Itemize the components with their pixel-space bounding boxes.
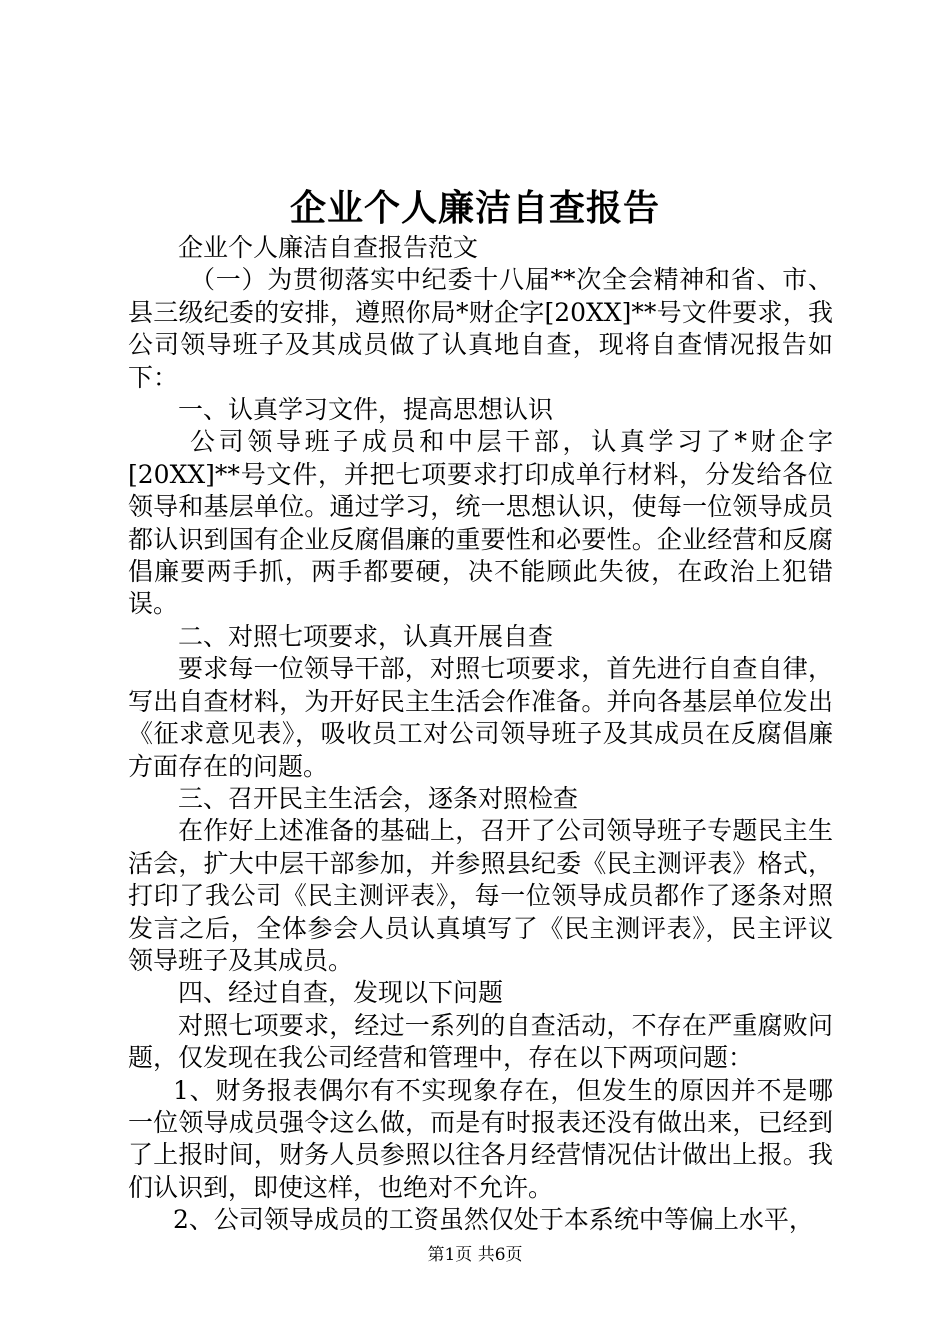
intro-paragraph: （一）为贯彻落实中纪委十八届**次全会精神和省、市、县三级纪委的安排，遵照你局*财企字[20XX]**号文件要求，我公司领导班子及其成员做了认真地自查，现将自查情况报告如下： (128, 265, 833, 392)
section-paragraph-1: 公司领导班子成员和中层干部，认真学习了*财企字[20XX]**号文件，并把七项要求打印成单行材料，分发给各位领导和基层单位。通过学习，统一思想认识，使每一位领导成员都认识到国有企业反腐倡廉的重要性和必要性。企业经营和反腐倡廉要两手抓，两手都要硬，决不能顾此失彼，在政治上犯错误。 (128, 427, 833, 619)
section-heading-4: 四、经过自查，发现以下问题 (178, 978, 504, 1008)
subtitle-paragraph: 企业个人廉洁自查报告范文 (178, 233, 479, 262)
section-heading-2: 二、对照七项要求，认真开展自查 (178, 621, 554, 651)
issue-item-2: 2、公司领导成员的工资虽然仅处于本系统中等偏上水平， (173, 1205, 814, 1235)
section-heading-1: 一、认真学习文件，提高思想认识 (178, 395, 554, 425)
section-heading-3: 三、召开民主生活会，逐条对照检查 (178, 783, 579, 813)
section-paragraph-2: 要求每一位领导干部，对照七项要求，首先进行自查自律，写出自查材料，为开好民主生活会作准备。并向各基层单位发出《征求意见表》，吸收员工对公司领导班子及其成员在反腐倡廉方面存在的问题。 (128, 654, 833, 781)
document-title: 企业个人廉洁自查报告 (289, 187, 660, 229)
document-body (128, 232, 833, 1237)
issue-item-1: 1、财务报表偶尔有不实现象存在，但发生的原因并不是哪一位领导成员强令这么做，而是有时报表还没有做出来，已经到了上报时间，财务人员参照以往各月经营情况估计做出上报。我们认识到，即使这样，也绝对不允许。 (128, 1075, 833, 1202)
page-footer: 第1页 共6页 (427, 1245, 523, 1265)
section-paragraph-4: 对照七项要求，经过一系列的自查活动，不存在严重腐败问题，仅发现在我公司经营和管理中，存在以下两项问题： (128, 1010, 833, 1073)
section-paragraph-3: 在作好上述准备的基础上，召开了公司领导班子专题民主生活会，扩大中层干部参加，并参照县纪委《民主测评表》格式，打印了我公司《民主测评表》，每一位领导成员都作了逐条对照发言之后，全体参会人员认真填写了《民主测评表》，民主评议领导班子及其成员。 (128, 816, 833, 975)
